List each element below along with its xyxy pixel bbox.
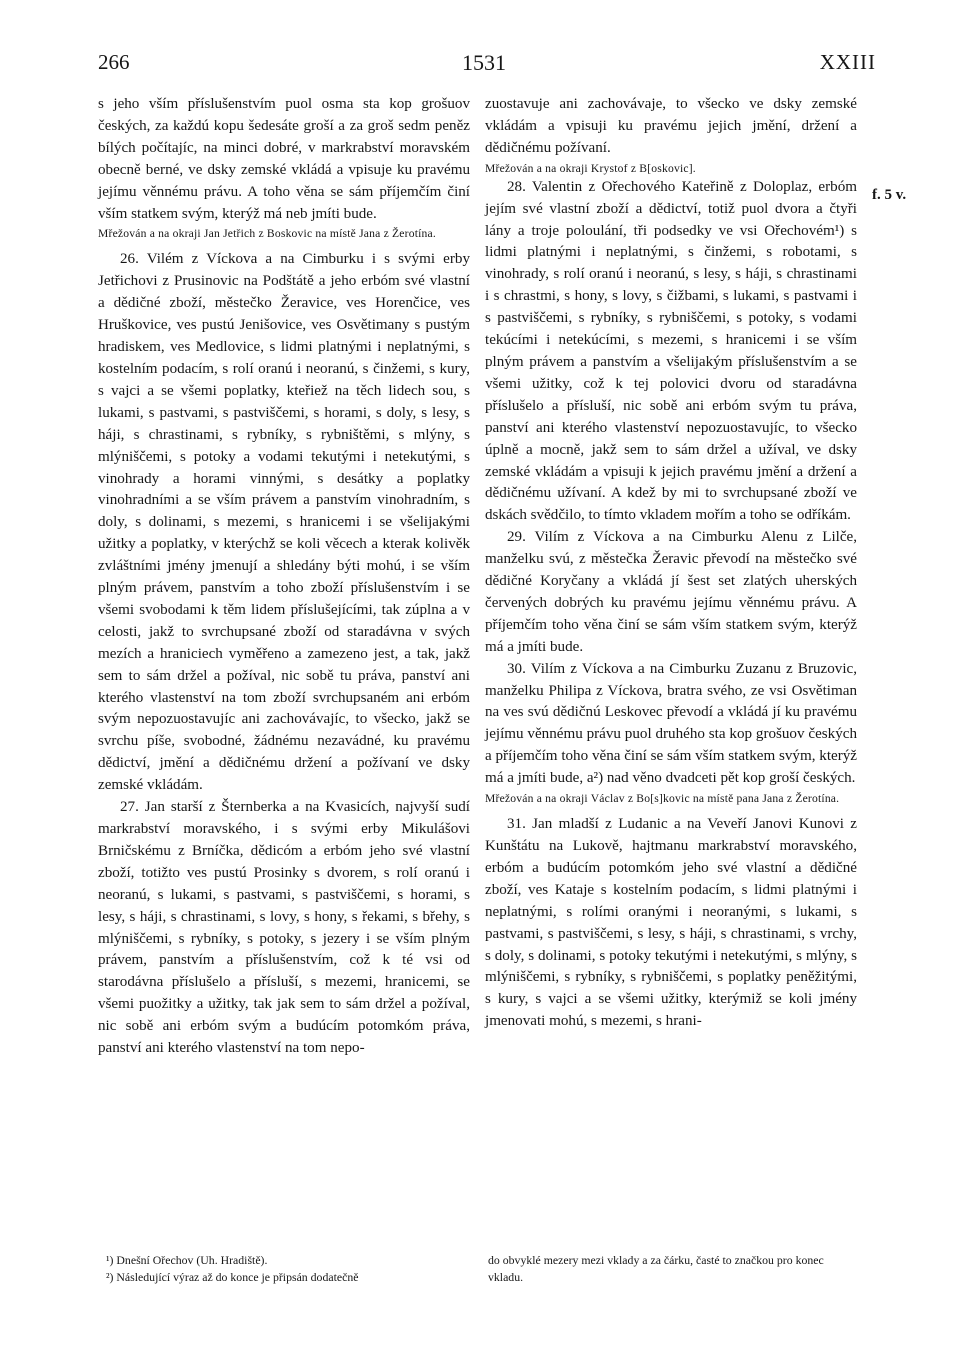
entry-26: 26. Vilém z Víckova a na Cimburku i s svými erby Jetřichovi z Prusinovic na Podštátě a jeho erbóm své vlastní a dědičné zboží, městečko Žeravice, ves Horenčice, ves Hruškovice, ves pustú Jenišovice, ves Osvětimany s pustým hradiskem, ves Medlovice, s lidmi platnými i neplatnými, s kostelním podacím, s rolí oranú i neoranú, s činžemi, s kury, s vajci a se všemi poplatky, kteřiež na těch lidech sou, s lukami, s pastvami, s pastviščemi, s horami, s doly, s lesy, s háji, s chrastinami, s rybníky, s rybništěmi, s mlýny, s mlýniščemi, s potoky a vodami tekutými i netekutými, s vinohrady a horami vinnými, s desátky a poplatky vinohradními a se vším právem a panstvím vinohradním, s doly, s dolinami, s mezemi, s hranicemi i se všelijakými užitky a poplatky, v kterýchž se koli věcech a kterak kolivěk zvláštními jmény jmenují a shledány býti mohú, i se vším plným právem, panstvím a toho zboží příslušenstvím i se všemi svobodami k těm lidem příslušejícími, tak zúplna a v celosti, jakž to svrchupsané zboží od staradávna v svých mezích a hraniciech vyměřeno a zamezeno jest, a tak, jakž sem to sám držel a požíval, nic sobě tu práva, panství ani kterého vlastenství na tom zboží svrchupsaném ani erbóm svým nepozuostavujíc ani zachovávajíc, to všecko, jakž se svrchu píše, svobodné, žádnému nezavádné, ku pravému dědictví, jmění a dědičnému držení a požívaní ve dsky zemské vkládám. <box>98 251 470 794</box>
year-heading: 1531 <box>462 50 506 75</box>
registry-note: Mřežován a na okraji Krystof z B[oskovic]. <box>485 161 696 175</box>
footnote: ¹) Dnešní Ořechov (Uh. Hradiště). <box>106 1253 268 1267</box>
footnote: do obvyklé mezery mezi vklady a za čárku, časté to značkou pro konec vkladu. <box>488 1253 824 1284</box>
footnotes-left <box>106 1252 466 1286</box>
registry-note: Mřežován a na okraji Jan Jetřich z Boskovic na místě Jana z Žerotína. <box>98 227 436 241</box>
entry-31: 31. Jan mladší z Ludanic a na Veveří Janovi Kunovi z Kunštátu na Lukově, hajtmanu markrabství moravského, erbóm a budúcím potomkóm jeho své vlastní a dědičné zboží, ves Kataje s kostelním podacím, s lidmi platnými i neplatnými, s rolími oranými i neoranými, s lukami, s pastvami, s pastviščemi, s lesy, s háji, s chrastinami, s vrchy, s doly, s dolinami, s potoky tekutými i netekutými, s mlýny, s mlýniščemi, s rybníky, s rybniščemi, s poplatky peněžitými, s kury, s vajci a se všemi užitky, kterýmiž se koli jmény jmenovati mohú, s mezemi, s hrani- <box>485 816 857 1030</box>
footnote: ²) Následující výraz až do konce je připsán dodatečně <box>106 1270 359 1284</box>
paragraph: zuostavuje ani zachovávaje, to všecko ve dsky zemské vkládám a vpisuji ku pravému jejich jmění, držení a dědičnému požívaní. <box>485 96 857 156</box>
paragraph: s jeho vším příslušenstvím puol osma sta kop grošuov českých, za každú kopu šedesáte groší a za groš sedm peněz bílých počítajíc, na minci dobré, v markrabství moravském obecně berné, ve dsky zemské vkládá a vpisuje ku pravému jejímu věnnému právu. A toho věna se sám příjemčím činí vším statkem svým, kterýž má neb jmíti bude. <box>98 96 470 222</box>
section-numeral: XXIII <box>819 50 876 74</box>
page-number: 266 <box>98 50 130 74</box>
entry-27: 27. Jan starší z Šternberka a na Kvasicích, najvyší sudí markrabství moravského, i s svými erby Mikulášovi Brničskému z Brníčka, dědicóm a erbóm jeho své vlastní zboží, totižto ves pustú Prosinky s dvorem, s rolí oranú i neoranú, s lukami, s pastvami, s pastviščemi, s horami, s lesy, s háji, s chrastinami, s lovy, s hony, s řekami, s břehy, s mlýniščemi, s rybníky, s potoky, s jezery i se vším plným právem, panstvím a příslušenstvím, což k té vsi od starodávna příslušelo a přísluší, s mezemi, hranicemi, se všemi puožitky a užitky, tak jak sem to sám držel a požíval, nic sobě ani erbóm svým a budúcím potomkóm práva, panství ani kterého vlastenství na tom nepo- <box>98 799 470 1057</box>
folio-margin-note: f. 5 v. <box>872 187 907 203</box>
right-column <box>485 94 857 1033</box>
entry-28: 28. Valentin z Ořechového Kateřině z Doloplaz, erbóm jejím své vlastní zboží a dědictví, totiž puol dvora a čtyři lány a troje poloulání, tři podsedky ve vsi Ořechovém¹) s lidmi platnými i neplatnými, s činžemi, s robotami, s vinohrady, s rolí oranú i neoranú, s lesy, s háji, s chrastinami i s chrastmi, s hony, s lovy, s čižbami, s lukami, s pastvami i s pastviščemi, s rybníky, s rybniščemi, s potoky, s vodami tekúcími i netekúcími, s mezemi, s hranicemi i se vším plným právem a panstvím a všelijakým příslušenstvím a se všemi užitky, což k tej polovici dvoru od staradávna příslušelo a přísluší, nic sobě ani erbóm svým tu práva, panství ani kterého vlastenství nepozuostavujíc, to všecko úplně a mocně, jakž sem to sám držel a užíval, ve dsky zemské vkládám a vpisuji k jejich pravému jmění a držení a dědičnému užívaní. A kdež by mi to svrchupsané zboží ve dskách svědčilo, to tímto vkladem mořím a toho se odříkám. <box>485 178 857 524</box>
entry-30: 30. Vilím z Víckova a na Cimburku Zuzanu z Bruzovic, manželku Philipa z Víckova, bratra svého, ze vsi Osvětiman na ves svú dědičnú Leskovec převodí a vkládá jí ku pravému jejímu věnnému právu puol druhého sta kop grošuov českých a příjemčím toho věna činí se sám vším statkem svým, kterýž má a jmíti bude, a²) nad věno dvadceti pět kop groší českých. <box>485 660 857 787</box>
left-column <box>98 94 470 1060</box>
registry-note: Mřežován a na okraji Václav z Bo[s]kovic na místě pana Jana z Žerotína. <box>485 792 840 806</box>
entry-29: 29. Vilím z Víckova a na Cimburku Alenu z Lilče, manželku svú, z městečka Žeravic převodí na městečko své dědičné Koryčany a vkládá jí šest set zlatých uherských červených dobrých ku pravému jejímu věnnému právu. A příjemčím toho věna činí se sám vším statkem svým, kterýž má a jmíti bude. <box>485 529 857 655</box>
footnotes-right <box>488 1252 860 1286</box>
